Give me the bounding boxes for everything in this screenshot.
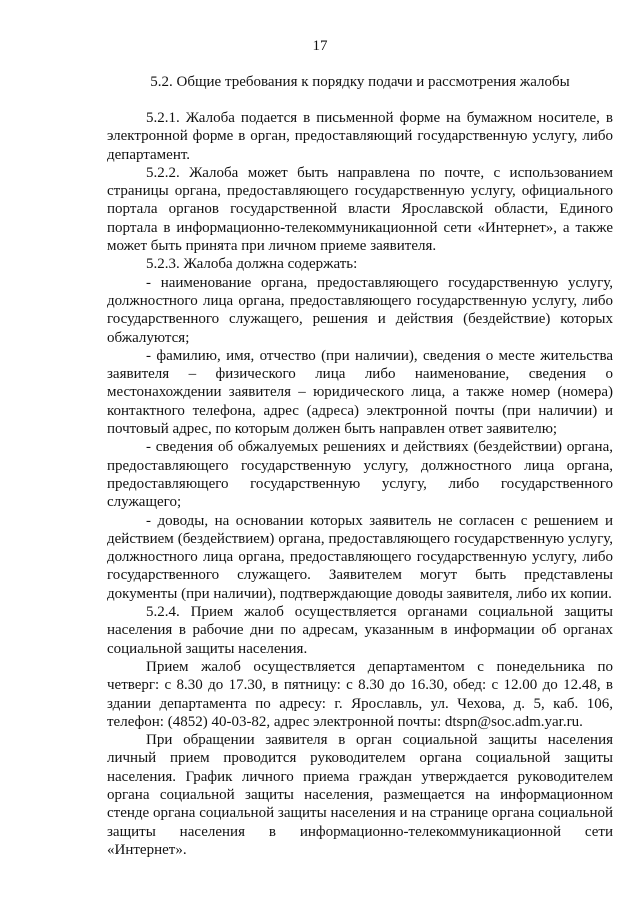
list-item-organ-name: - наименование органа, предоставляющего государственную услугу, должностного лица органа, предоставляющего государственную услугу, либо государственного служащего, решения и действия (бездействие) которых обжалуются; — [107, 274, 613, 346]
paragraph-5-2-4: 5.2.4. Прием жалоб осуществляется органами социальной защиты населения в рабочие дни по адресам, указанным в информации об органах социальной защиты населения. — [107, 604, 613, 657]
paragraph-personal-reception: При обращении заявителя в орган социальной защиты населения личный прием проводится руководителем органа социальной защиты населения. График личного приема граждан утверждается руководителем органа социальной защиты населения, размещается на информационном стенде органа социальной защиты населения и на странице органа социальной защиты населения в информационно-телекоммуникационной сети «Интернет». — [107, 732, 613, 858]
paragraph-5-2-3: 5.2.3. Жалоба должна содержать: — [146, 256, 358, 273]
list-item-applicant-details: - фамилию, имя, отчество (при наличии), сведения о месте жительства заявителя – физического лица либо наименование, сведения о местонахождении заявителя – юридического лица, а также номер (номера) контактного телефона, адрес (адреса) электронной почты (при наличии) и почтовый адрес, по которым должен быть направлен ответ заявителю; — [107, 347, 613, 438]
document-body — [107, 109, 613, 859]
page-number: 17 — [312, 38, 328, 54]
paragraph-5-2-1: 5.2.1. Жалоба подается в письменной форме на бумажном носителе, в электронной форме в орган, предоставляющий государственную услугу, либо департамент. — [107, 110, 613, 163]
paragraph-reception-schedule: Прием жалоб осуществляется департаментом с понедельника по четверг: с 8.30 до 17.30, в пятницу: с 8.30 до 16.30, обед: с 12.00 до 12.48, в здании департамента по адресу: г. Ярославль, ул. Чехова, д. 5, каб. 106, телефон: (4852) 40-03-82, адрес электронной почты: dtspn@soc.adm.yar.ru. — [107, 658, 613, 730]
list-item-appealed-decisions: - сведения об обжалуемых решениях и действиях (бездействии) органа, предоставляющего государственную услугу, должностного лица органа, предоставляющего государственную услугу, либо государственного служащего; — [107, 439, 613, 511]
paragraph-5-2-2: 5.2.2. Жалоба может быть направлена по почте, с использованием страницы органа, предоставляющего государственную услугу, официального портала органов государственной власти Ярославской области, Единого портала в информационно-телекоммуникационной сети «Интернет», а также может быть принята при личном приеме заявителя. — [107, 164, 613, 255]
list-item-arguments: - доводы, на основании которых заявитель не согласен с решением и действием (бездействием) органа, предоставляющего государственную услугу, должностного лица органа, предоставляющего государственную услугу, либо государственного служащего. Заявителем могут быть представлены документы (при наличии), подтверждающие доводы заявителя, либо их копии. — [107, 512, 613, 602]
section-heading: 5.2. Общие требования к порядку подачи и рассмотрения жалобы — [150, 74, 570, 90]
